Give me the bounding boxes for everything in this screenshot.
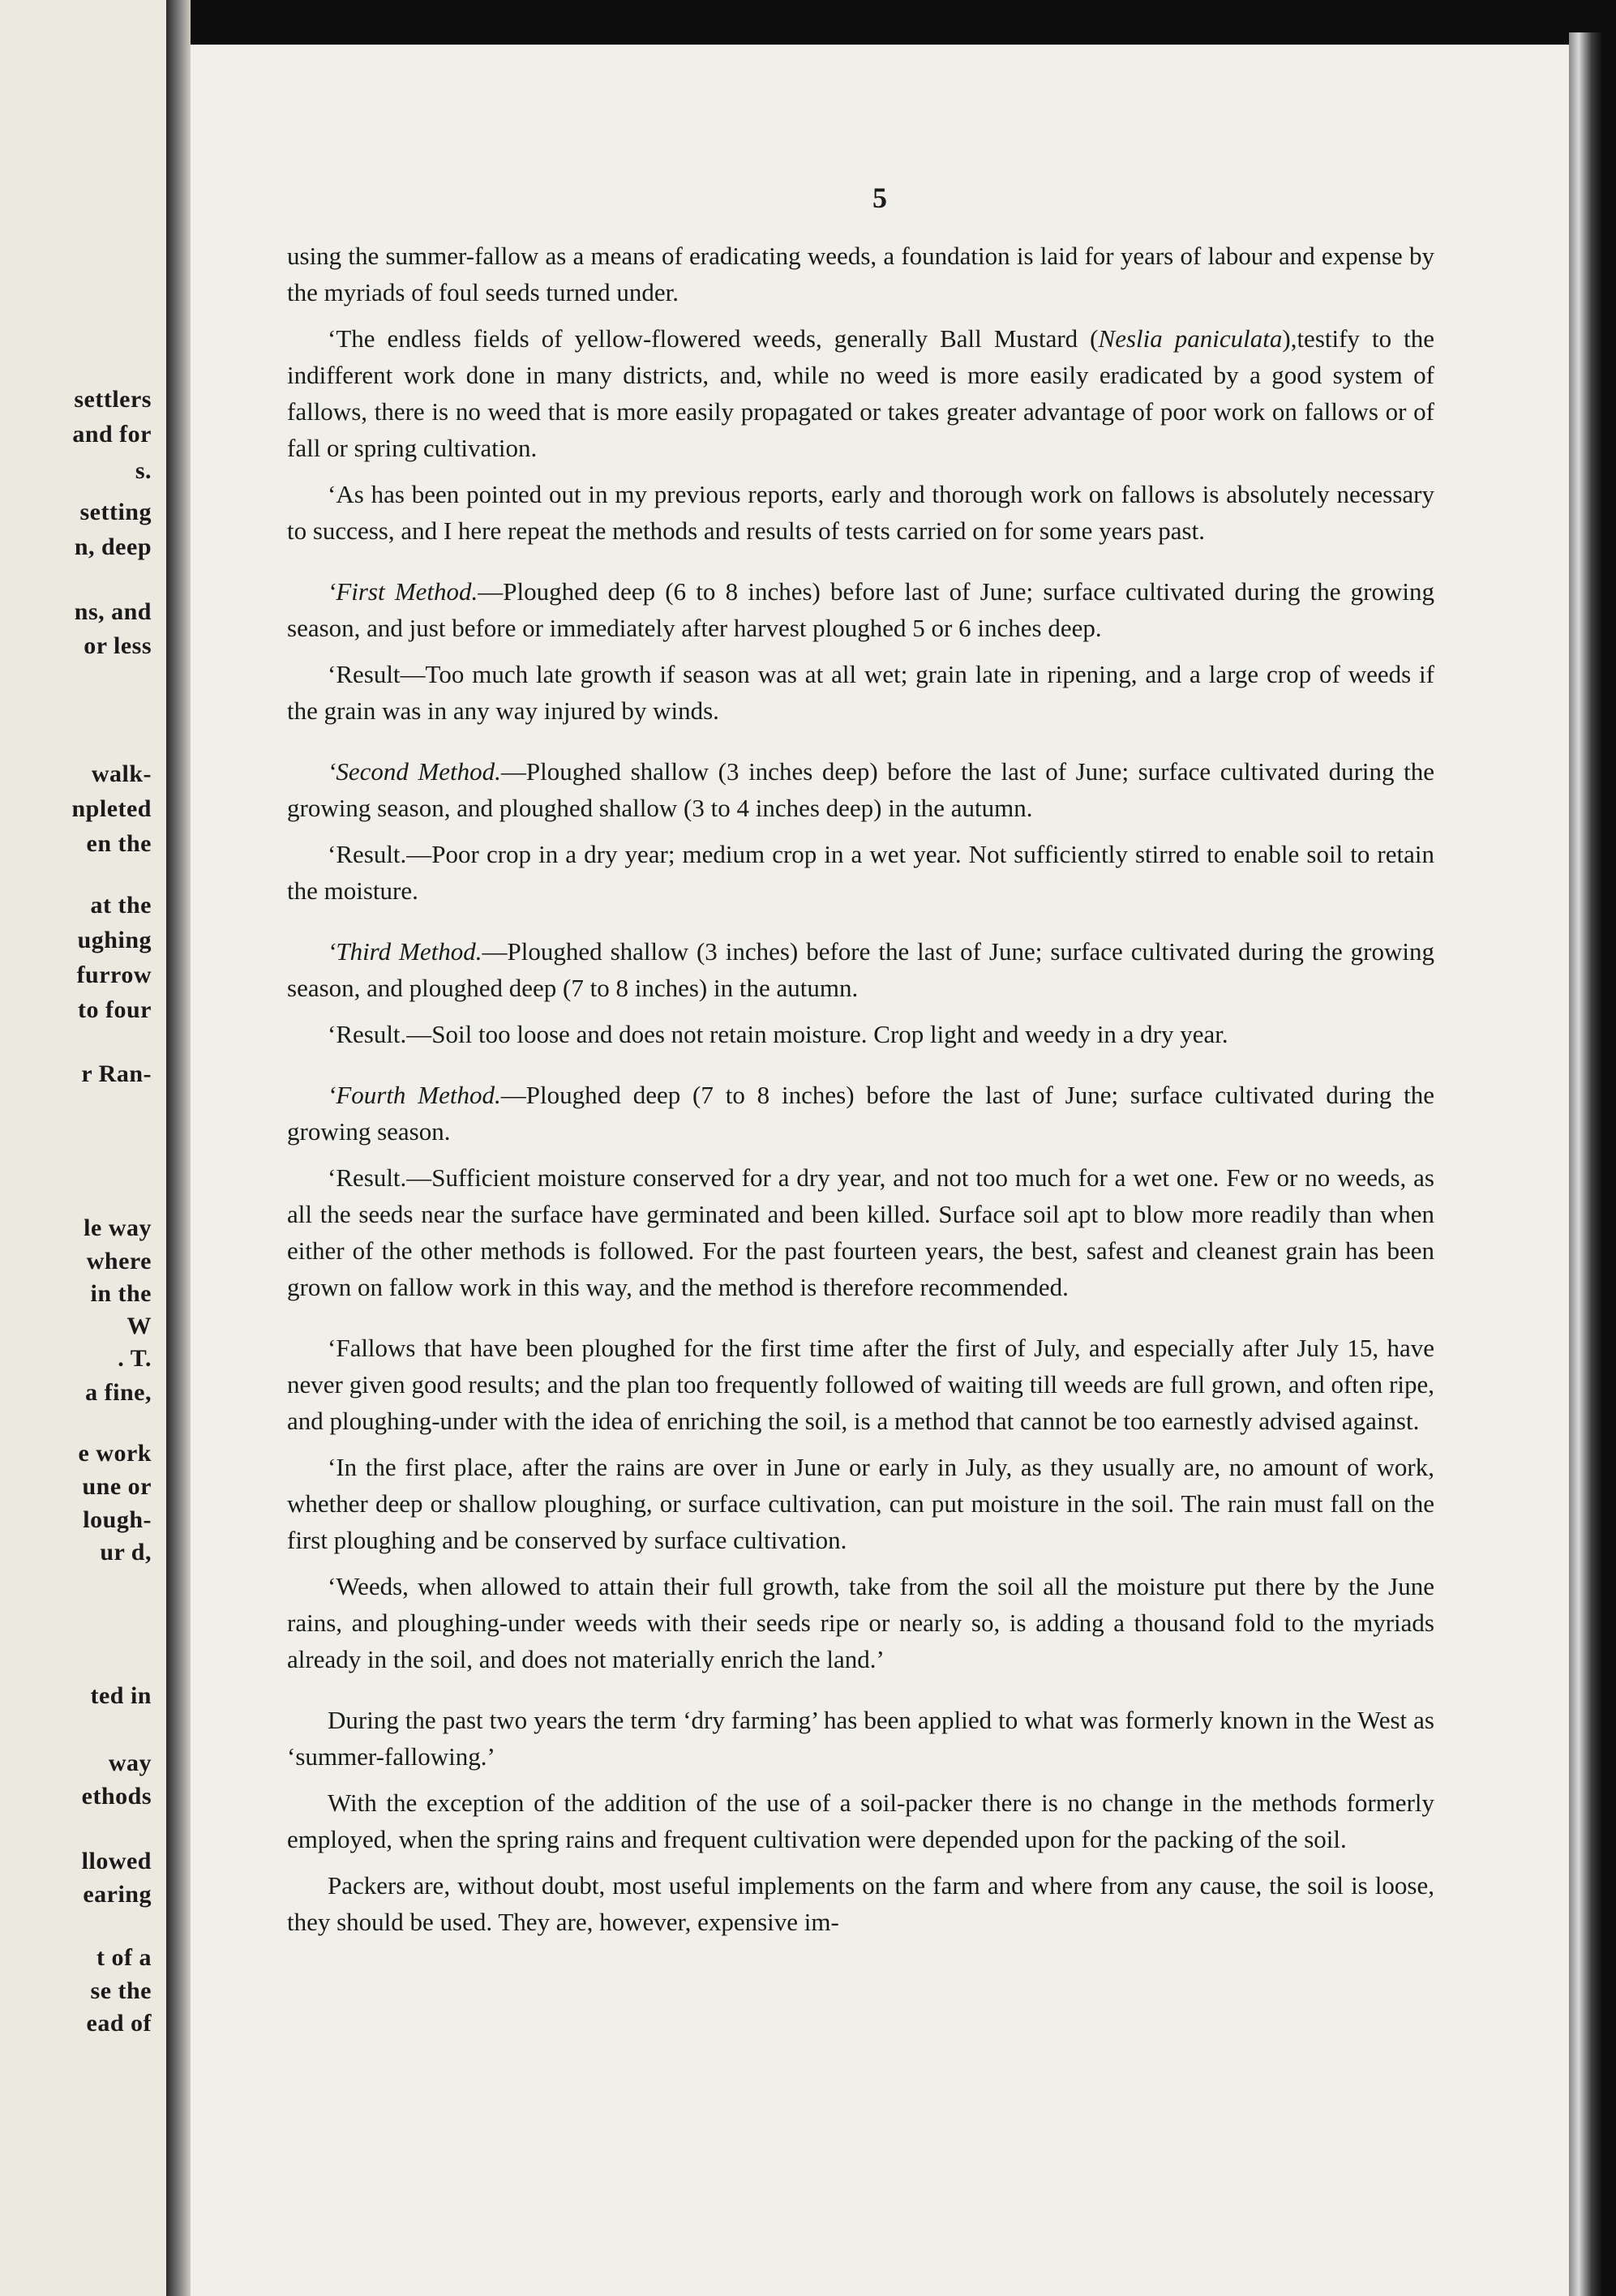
left-page-fragment: W: [126, 1313, 152, 1339]
paragraph-text: ),testify to the indifferent work done in many districts, and, while no weed is more easily eradicated by a good system of fallows, there is no weed that is more easily propagated or takes greater advantage of poor work on fallows or of fall or spring cultivation.: [287, 324, 1434, 462]
fourth-method: [287, 1077, 1434, 1150]
left-page-fragment: lough-: [83, 1506, 152, 1533]
document-page: [191, 45, 1569, 2296]
left-page-fragment: ethods: [81, 1783, 152, 1810]
left-page-fragment: . T.: [118, 1345, 152, 1372]
paragraph-text: ‘Result.—Soil too loose and does not retain moisture. Crop light and weedy in a dry year.: [328, 1020, 1228, 1048]
paragraph-text: —Ploughed shallow (3 inches deep) before the last of June; surface cultivated during the growing season, and ploughed shallow (3 to 4 inches deep) in the autumn.: [287, 757, 1434, 822]
book-gutter: [166, 0, 191, 2296]
paragraph-text: ‘In the first place, after the rains are over in June or early in July, as they usually are, no amount of work, whether deep or shallow ploughing, or surface cultivation, can put moisture in the soil. The rain must fall on the first ploughing and be conserved by surface cultivation.: [287, 1453, 1434, 1554]
method-label: ‘Fourth Method.: [328, 1081, 501, 1109]
left-page-fragment: n, deep: [74, 533, 152, 560]
left-page-fragment: or less: [84, 632, 152, 659]
paragraph-text: —Ploughed deep (6 to 8 inches) before last of June; surface cultivated during the growing season, and just before or immediately after harvest ploughed 5 or 6 inches deep.: [287, 577, 1434, 642]
left-page-fragment: se the: [90, 1977, 152, 2004]
species-name: Neslia paniculata: [1098, 324, 1283, 353]
left-page-fragment: a fine,: [85, 1379, 152, 1406]
paragraph-text: using the summer-fallow as a means of eradicating weeds, a foundation is laid for years of labour and expense by the myriads of foul seeds turned under.: [287, 242, 1434, 306]
first-result: [287, 656, 1434, 729]
left-page-fragment: walk-: [91, 760, 152, 787]
paragraph-rains: [287, 1449, 1434, 1558]
method-label: ‘Second Method.: [328, 757, 501, 786]
paragraph-fallows: [287, 1330, 1434, 1439]
paragraph-text: —Ploughed shallow (3 inches) before the last of June; surface cultivated during the growing season, and ploughed deep (7 to 8 inches) in the autumn.: [287, 937, 1434, 1002]
paragraph-text: —Ploughed deep (7 to 8 inches) before the last of June; surface cultivated during the growing season.: [287, 1081, 1434, 1146]
left-page-fragment: e work: [78, 1440, 152, 1467]
paragraph-soil-packer: [287, 1784, 1434, 1857]
left-page-fragment: le way: [84, 1214, 152, 1241]
paragraph-text: With the exception of the addition of the use of a soil-packer there is no change in the methods formerly employed, when the spring rains and frequent cultivation were depended upon for the packing of the soil.: [287, 1788, 1434, 1853]
second-result: [287, 836, 1434, 909]
second-method: [287, 753, 1434, 826]
paragraph-text: ‘Weeds, when allowed to attain their full growth, take from the soil all the moisture put there by the June rains, and ploughing-under weeds with their seeds ripe or nearly so, is adding a thousand fold to the myriads already in the soil, and does not materially enrich the land.’: [287, 1572, 1434, 1673]
paragraph-text: ‘Result.—Poor crop in a dry year; medium crop in a wet year. Not sufficiently stirred to enable soil to retain the moisture.: [287, 840, 1434, 905]
page-number: 5: [872, 182, 887, 214]
third-result: [287, 1016, 1434, 1052]
paragraph-text: ‘As has been pointed out in my previous reports, early and thorough work on fallows is absolutely necessary to success, and I here repeat the methods and results of tests carried on for some years past.: [287, 480, 1434, 545]
left-page-fragment: ughing: [77, 927, 152, 953]
third-method: [287, 933, 1434, 1006]
left-page-fragment: where: [86, 1248, 152, 1274]
page-edge-right: [1569, 32, 1601, 2296]
paragraph-text: ‘Fallows that have been ploughed for the first time after the first of July, and especially after July 15, have never given good results; and the plan too frequently followed of waiting till weeds are full grown, and often ripe, and ploughing-under with the idea of enriching the soil, is a method that cannot be too earnestly advised against.: [287, 1334, 1434, 1435]
left-page-fragment: settlers: [74, 386, 152, 413]
left-page-fragment: earing: [83, 1881, 152, 1908]
paragraph-1: [287, 238, 1434, 311]
fourth-result: [287, 1159, 1434, 1305]
left-page-fragment: r Ran-: [81, 1060, 152, 1087]
first-method: [287, 573, 1434, 646]
paragraph-dry-farming: [287, 1702, 1434, 1775]
left-page-fragment: setting: [79, 499, 152, 525]
left-page-fragment: en the: [86, 830, 152, 857]
left-page-fragment: ns, and: [74, 598, 152, 625]
method-label: ‘First Method.: [328, 577, 478, 606]
left-page-fragment: furrow: [76, 962, 152, 988]
paragraph-text: ‘Result—Too much late growth if season was at all wet; grain late in ripening, and a large crop of weeds if the grain was in any way injured by winds.: [287, 660, 1434, 725]
paragraph-2: [287, 320, 1434, 466]
paragraph-text: ‘The endless fields of yellow-flowered weeds, generally Ball Mustard (: [328, 324, 1099, 353]
left-page-fragment: and for: [72, 421, 152, 448]
body-text: [287, 238, 1434, 1950]
left-page-fragment: at the: [90, 892, 152, 919]
left-page-fragment: ur d,: [100, 1539, 152, 1566]
left-page-fragment: llowed: [81, 1848, 152, 1874]
left-page-fragment: une or: [82, 1473, 152, 1500]
paragraph-weeds: [287, 1568, 1434, 1677]
paragraph-3: [287, 476, 1434, 549]
paragraph-text: Packers are, without doubt, most useful implements on the farm and where from any cause, the soil is loose, they should be used. They are, however, expensive im-: [287, 1871, 1434, 1936]
left-page-fragment: npleted: [71, 795, 152, 822]
method-label: ‘Third Method.: [328, 937, 482, 966]
left-page-fragment: to four: [78, 996, 152, 1023]
paragraph-packers: [287, 1867, 1434, 1940]
left-page-fragment: ead of: [86, 2010, 152, 2037]
left-page-fragment: ted in: [90, 1682, 152, 1709]
left-page-fragment: s.: [135, 457, 152, 484]
paragraph-text: During the past two years the term ‘dry farming’ has been applied to what was formerly known in the West as ‘summer-fallowing.’: [287, 1706, 1434, 1771]
left-page-fragment: in the: [90, 1280, 152, 1307]
left-page-fragment: t of a: [96, 1944, 152, 1971]
paragraph-text: ‘Result.—Sufficient moisture conserved for a dry year, and not too much for a wet one. Few or no weeds, as all the seeds near the surface have germinated and been killed. Surface soil apt to blow more readily than when either of the other methods is followed. For the past fourteen years, the best, safest and cleanest grain has been grown on fallow work in this way, and the method is therefore recommended.: [287, 1163, 1434, 1301]
facing-page-left: [0, 0, 166, 2296]
left-page-fragment: way: [108, 1750, 152, 1776]
